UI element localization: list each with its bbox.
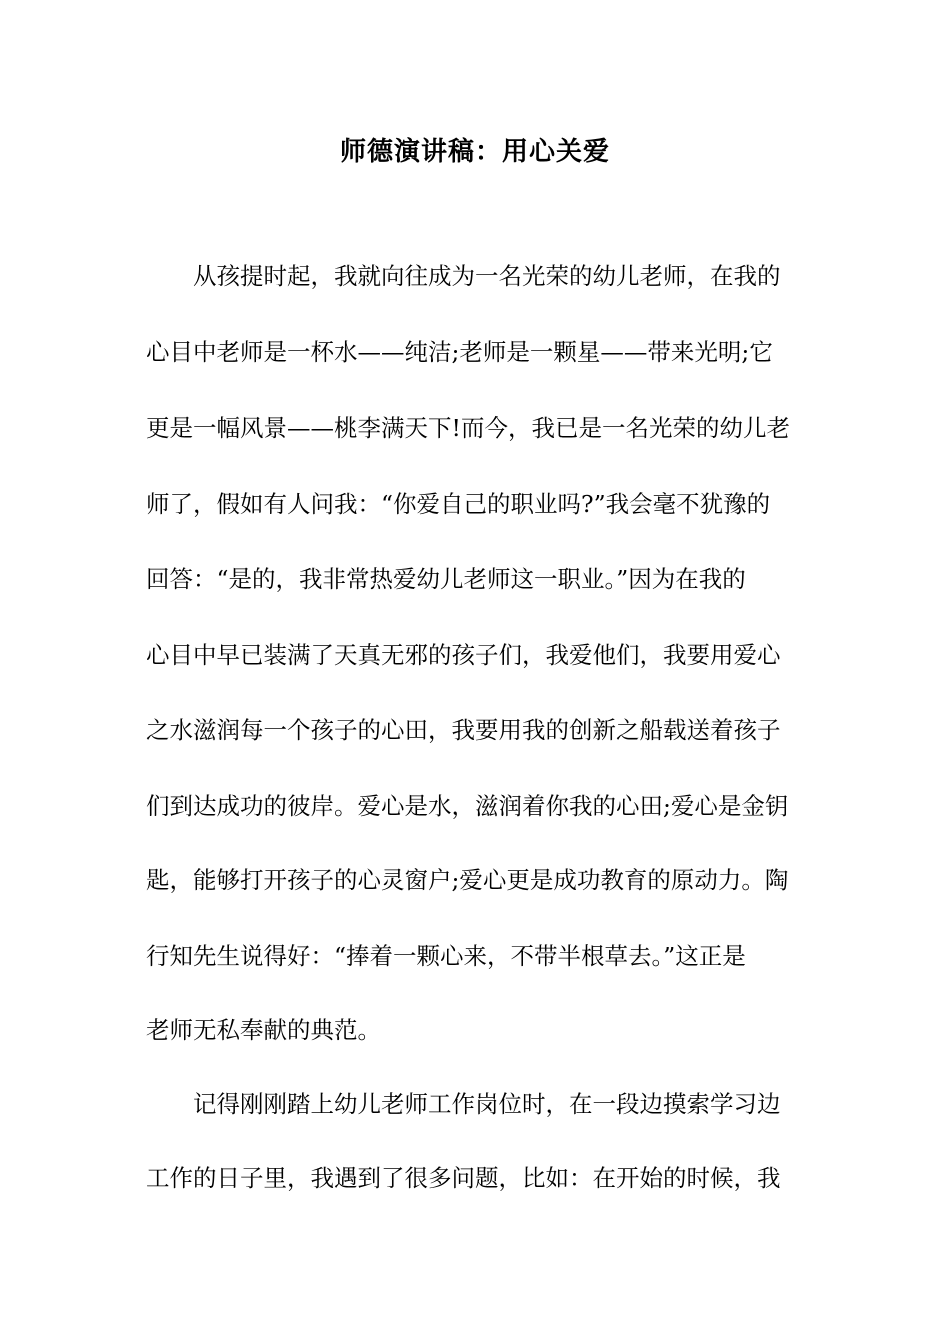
text-line-8: 们到达成功的彼岸。爱心是水，滋润着你我的心田;爱心是金钥 [146,792,789,820]
text-line-4: 师了，假如有人问我：“你爱自己的职业吗?”我会毫不犹豫的 [146,490,771,518]
text-line-12: 记得刚刚踏上幼儿老师工作岗位时，在一段边摸索学习边 [146,1090,781,1118]
text-line-1: 从孩提时起，我就向往成为一名光荣的幼儿老师，在我的 [146,262,781,290]
text-line-10: 行知先生说得好：“捧着一颗心来，不带半根草去。”这正是 [146,942,746,970]
text-line-5: 回答：“是的，我非常热爱幼儿老师这一职业。”因为在我的 [146,565,746,593]
text-line-6: 心目中早已装满了天真无邪的孩子们，我爱他们，我要用爱心 [146,641,781,669]
text-line-11: 老师无私奉献的典范。 [146,1016,381,1044]
text-line-9: 匙，能够打开孩子的心灵窗户;爱心更是成功教育的原动力。陶 [146,866,789,894]
text-line-2: 心目中老师是一杯水——纯洁;老师是一颗星——带来光明;它 [146,338,773,366]
text-line-3: 更是一幅风景——桃李满天下!而今，我已是一名光荣的幼儿老 [146,414,790,442]
text-line-7: 之水滋润每一个孩子的心田，我要用我的创新之船载送着孩子 [146,716,781,744]
text-line-13: 工作的日子里，我遇到了很多问题，比如：在开始的时候，我 [146,1164,781,1192]
document-title: 师德演讲稿：用心关爱 [339,137,610,167]
